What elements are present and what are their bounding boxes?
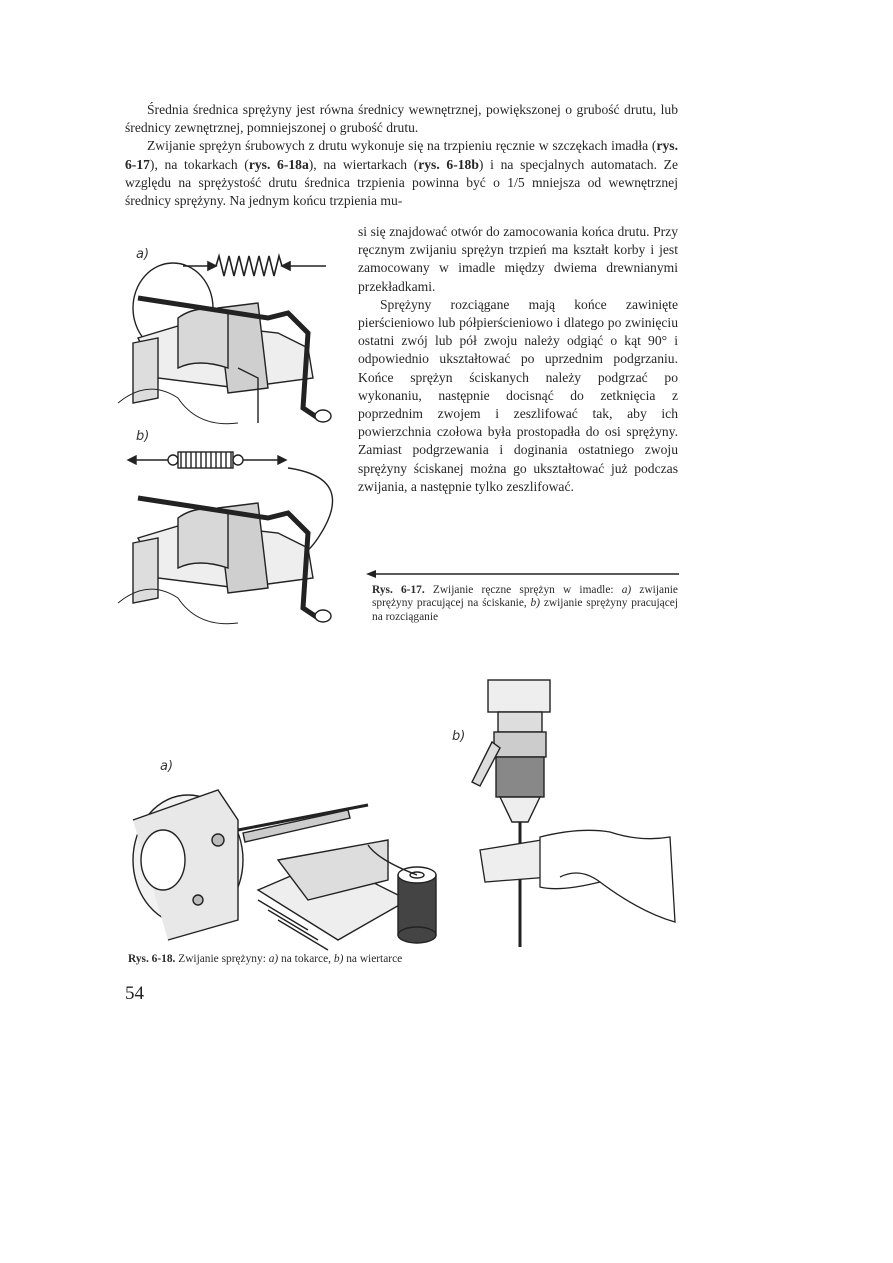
- caption-text: na wiertarce: [343, 953, 403, 965]
- caption-label-a: a): [268, 953, 279, 965]
- caption-label-b: b): [530, 597, 541, 610]
- figure-pointer-arrow: [366, 569, 679, 579]
- figure-label-a: a): [160, 759, 174, 774]
- lathe-chuck-icon: [133, 790, 408, 950]
- caption-label-a: a): [621, 584, 632, 596]
- caption-text: na tokarce,: [278, 953, 334, 965]
- paragraph-coiling-methods: [125, 137, 678, 210]
- vise-icon: [118, 263, 331, 424]
- caption-text: Zwijanie ręczne sprężyn w imadle:: [424, 584, 622, 596]
- top-text-block: [125, 101, 678, 210]
- page-number: 54: [125, 983, 144, 1004]
- paragraph-mean-diameter: Średnia średnica sprężyny jest równa średnicy wewnętrznej, powiększonej o grubość drutu, lub średnicy zewnętrznej, pomniejszonej o grubość drutu.: [125, 102, 678, 136]
- figure-6-18b-drill-illustration: [440, 672, 680, 947]
- figure-reference: rys. 6-18a: [248, 156, 309, 172]
- figure-6-18a-lathe-illustration: [128, 750, 458, 950]
- figure-label-a: a): [136, 247, 150, 262]
- caption-text: zwijanie sprężyny pracującej na ściskanie,: [372, 584, 678, 610]
- figure-label-b: b): [452, 729, 466, 744]
- paragraph-mandrel-continued: si się znajdować otwór do zamocowania końca drutu. Przy ręcznym zwijaniu sprężyn trzpień ma kształt korby i jest zamocowany w imadle między dwiema drewnianymi przekładkami.: [358, 224, 678, 294]
- figure-6-17-caption: [372, 584, 678, 624]
- figure-reference: rys. 6-17: [125, 138, 678, 172]
- text-run: Zwijanie sprężyn śrubowych z drutu wykonuje się na trzpieniu ręcznie w szczękach imadła (: [147, 138, 657, 154]
- caption-label-b: b): [333, 953, 344, 965]
- extension-spring-icon: [128, 452, 286, 468]
- caption-text: Zwijanie sprężyny:: [175, 953, 269, 965]
- text-run: ), na wiertarkach (: [308, 156, 419, 172]
- figure-6-18-caption: [128, 953, 678, 966]
- right-column-text: [358, 223, 678, 496]
- compression-spring-icon: [183, 256, 326, 276]
- caption-text: zwijanie sprężyny pracującej na rozciąganie: [372, 597, 678, 623]
- figure-reference: rys. 6-18b: [418, 156, 479, 172]
- caption-ref: Rys. 6-17.: [372, 584, 425, 596]
- text-run: ) i na specjalnych automatach. Ze względu na sprężystość drutu średnica trzpienia powinna być o 1/5 mniejsza od wewnętrznej średnicy sprężyny. Na jednym końcu trzpienia mu-: [125, 156, 678, 209]
- drill-chuck-icon: [472, 680, 550, 947]
- vise-icon: [118, 468, 333, 624]
- paragraph-spring-ends: Sprężyny rozciągane mają końce zawinięte pierścieniowo lub półpierścieniowo i dlatego po zwinięciu ostatni zwój lub pół zwoju należy odgiąć o kąt 90° i odpowiednio ukształtować po uprzednim podgrzaniu. Końce sprężyn ściskanych należy podgrzać po wykonaniu, następnie docisnąć do zetknięcia z poprzednim zwojem i zeszlifować tak, aby ich powierzchnia czołowa była prostopadła do osi sprężyny. Zamiast podgrzewania i doginania ostatniego zwoju sprężyny ściskanej można go ukształtować już podczas zwijania, a następnie tylko zeszlifować.: [358, 296, 678, 494]
- figure-label-b: b): [136, 429, 150, 444]
- figure-6-17-illustration: [118, 238, 358, 638]
- text-run: ), na tokarkach (: [149, 156, 249, 172]
- hand-holding-guide-icon: [480, 830, 675, 922]
- caption-ref: Rys. 6-18.: [128, 953, 176, 965]
